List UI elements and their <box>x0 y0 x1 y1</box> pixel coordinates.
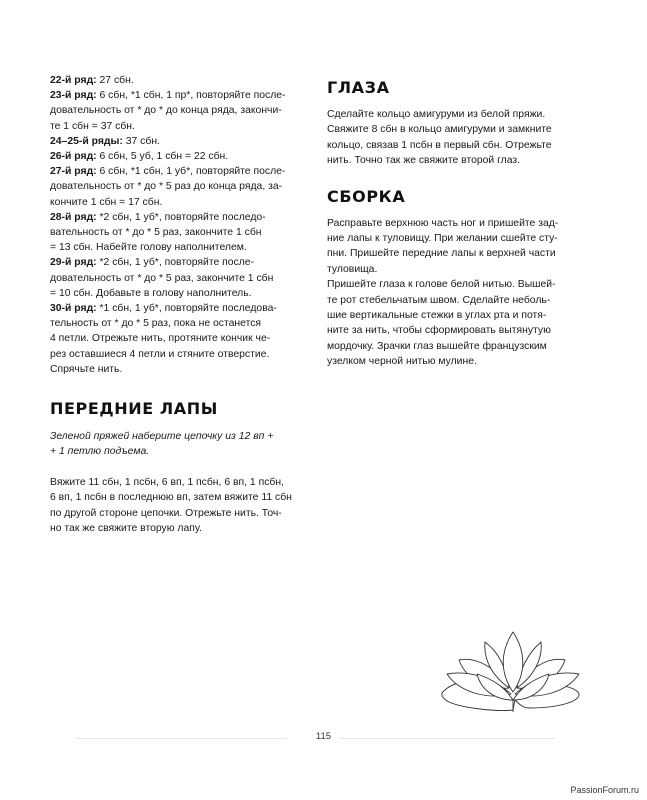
row-line: 28-й ряд: *2 сбн, 1 уб*, повторяйте последо- <box>50 211 266 223</box>
row-line: довательность от * до * 5 раз, закончите 1 сбн <box>50 272 274 284</box>
eyes-line: нить. Точно так же свяжите второй глаз. <box>327 155 521 167</box>
row-line: тельность от * до * 5 раз, пока не останется <box>50 318 262 330</box>
left-column <box>50 73 312 537</box>
assembly-line: мордочку. Зрачки глаз вышейте французским <box>327 340 547 352</box>
assembly-line: узелком черной нитью мулине. <box>327 356 477 368</box>
assembly-line: ните за нить, чтобы сформировать вытянутую <box>327 325 551 337</box>
front-paws-intro-line: + 1 петлю подъема. <box>50 446 150 458</box>
rows-block <box>50 73 312 377</box>
assembly-line: Пришейте глаза к голове белой нитью. Вышей- <box>327 279 556 291</box>
assembly-heading: СБОРКА <box>327 186 406 206</box>
row-line: вательность от * до * 5 раз, закончите 1 сбн <box>50 227 262 239</box>
assembly-line: Расправьте верхнюю часть ног и пришейте зад- <box>327 217 559 229</box>
assembly-line: туловища. <box>327 263 378 275</box>
row-line: 4 петли. Отрежьте нить, протяните кончик че- <box>50 333 271 345</box>
assembly-line: те рот стебельчатым швом. Сделайте неболь- <box>327 294 551 306</box>
row-line: = 10 сбн. Добавьте в голову наполнитель. <box>50 287 252 299</box>
row-line: 26-й ряд: 6 сбн, 5 уб, 1 сбн = 22 сбн. <box>50 151 229 163</box>
row-line: довательность от * до * 5 раз до конца ряда, за- <box>50 181 283 193</box>
eyes-heading: ГЛАЗА <box>327 78 390 97</box>
assembly-line: пни. Пришейте передние лапы к верхней части <box>327 248 556 260</box>
row-line: Спрячьте нить. <box>50 363 123 375</box>
front-paws-heading: ПЕРЕДНИЕ ЛАПЫ <box>50 399 218 419</box>
right-column <box>327 78 593 370</box>
row-line: те 1 сбн = 37 сбн. <box>50 120 135 132</box>
row-line: кончите 1 сбн = 17 сбн. <box>50 196 163 208</box>
row-line: 29-й ряд: *2 сбн, 1 уб*, повторяйте после- <box>50 257 255 269</box>
row-line: 30-й ряд: *1 сбн, 1 уб*, повторяйте последова- <box>50 303 277 315</box>
watermark: PassionForum.ru <box>570 785 639 795</box>
assembly-line: ние лапы к туловищу. При желании сшейте сту- <box>327 233 558 245</box>
eyes-line: Свяжите 8 сбн в кольцо амигуруми и замкните <box>327 124 552 136</box>
eyes-line: Сделайте кольцо амигуруми из белой пряжи. <box>327 109 546 120</box>
front-paws-body-line: Вяжите 11 сбн, 1 псбн, 6 вп, 1 псбн, 6 вп, 1 псбн, <box>50 476 284 488</box>
lotus-flower-icon <box>437 630 587 725</box>
row-line: рез оставшиеся 4 петли и стяните отверстие. <box>50 348 270 360</box>
front-paws-body-line: по другой стороне цепочки. Отрежьте нить. Точ- <box>50 507 282 519</box>
front-paws-body-line: но так же свяжите вторую лапу. <box>50 523 202 535</box>
row-line: = 13 сбн. Набейте голову наполнителем. <box>50 242 247 254</box>
row-line: довательность от * до * до конца ряда, закончи- <box>50 105 282 117</box>
row-line: 22-й ряд: 27 сбн. <box>50 75 134 86</box>
assembly-line: шие вертикальные стежки в углах рта и потя- <box>327 310 547 322</box>
row-line: 23-й ряд: 6 сбн, *1 сбн, 1 пр*, повторяйте после- <box>50 90 286 102</box>
row-line: 27-й ряд: 6 сбн, *1 сбн, 1 уб*, повторяйте после- <box>50 166 286 178</box>
eyes-line: кольцо, связав 1 псбн в первый сбн. Отрежьте <box>327 139 552 151</box>
front-paws-body-line: 6 вп, 1 псбн в последнюю вп, затем вяжите 11 сбн <box>50 492 292 504</box>
front-paws-intro-line: Зеленой пряжей наберите цепочку из 12 вп + <box>50 431 274 443</box>
row-line: 24–25-й ряды: 37 сбн. <box>50 135 160 147</box>
page-number: 115 <box>315 731 332 742</box>
